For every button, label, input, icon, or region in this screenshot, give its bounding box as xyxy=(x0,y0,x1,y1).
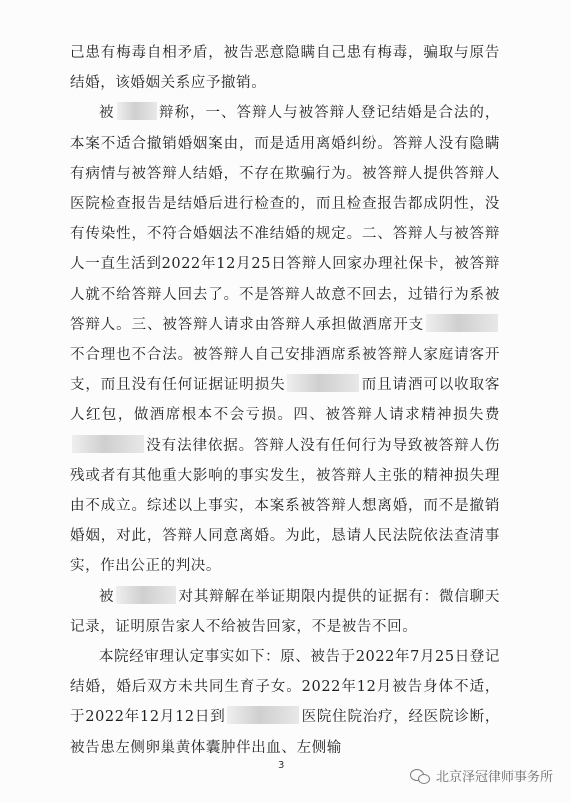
paragraph xyxy=(70,98,500,581)
paragraph xyxy=(70,582,500,642)
paragraph-text: 而且请酒可以收取客人红包，做酒席根本不会亏损。四、被答辩人请求精神损失费 xyxy=(70,377,501,424)
page-number: 3 xyxy=(278,760,285,771)
redaction-block xyxy=(116,586,176,604)
paragraph-text: 医院住院治疗，经医院诊断，被告患左侧卵巢黄体囊肿伴出血、左侧输 xyxy=(70,709,500,756)
paragraph-text: 对其辩解在举证期限内提供的证据有：微信聊天记录，证明原告家人不给被告回家，不是被告不回。 xyxy=(70,588,500,635)
redaction-block xyxy=(426,314,498,332)
redaction-block xyxy=(117,102,157,120)
watermark-text: 北京泽冠律师事务所 xyxy=(436,770,554,785)
redaction-block xyxy=(72,435,144,453)
paragraph-text: 被 xyxy=(99,105,115,122)
redaction-block xyxy=(227,706,299,724)
document-body xyxy=(70,38,500,763)
paragraph-text: 没有法律依据。答辩人没有任何行为导致被答辩人伤残或者有其他重大影响的事实发生，被答辩人主张的精神损失理由不成立。综述以上事实，本案系被答辩人想离婚，而不是撤销婚姻，对此，答辩人同意离婚。为此，恳请人民法院依法查清事实，作出公正的判决。 xyxy=(70,437,500,575)
paragraph-text: 本院经审理认定事实如下：原、被告于2022年7月25日登记结婚，婚后双方未共同生育子女。2022年12月被告身体不适，于2022年12月12日到 xyxy=(70,649,500,726)
redaction-block xyxy=(287,374,359,392)
watermark xyxy=(410,766,553,785)
paragraph-text: 己患有梅毒自相矛盾，被告恶意隐瞒自己患有梅毒，骗取与原告结婚，该婚姻关系应予撤销。 xyxy=(70,45,500,92)
paragraph xyxy=(70,642,500,763)
paragraph xyxy=(70,38,500,98)
paragraph-text: 被 xyxy=(99,588,115,605)
paragraph-text: 不合理也不合法。被答辩人自己安排酒席系被答辩人家庭请客开支，而且没有任何证据证明损失 xyxy=(70,347,500,394)
wechat-icon xyxy=(410,768,430,784)
paragraph-text: 辩称，一、答辩人与被答辩人登记结婚是合法的，本案不适合撤销婚姻案由，而是适用离婚纠纷。答辩人没有隐瞒有病情与被答辩人结婚，不存在欺骗行为。被答辩人提供答辩人医院检查报告是结婚后进行检查的，而且检查报告都成阴性，没有传染性，不符合婚姻法不准结婚的规定。二、答辩人与被答辩人一直生活到2022年12月25日答辩人回家办理社保卡，被答辩人就不给答辩人回去了。不是答辩人故意不回去，过错行为系被答辩人。三、被答辩人请求由答辩人承担做酒席开支 xyxy=(70,105,500,333)
